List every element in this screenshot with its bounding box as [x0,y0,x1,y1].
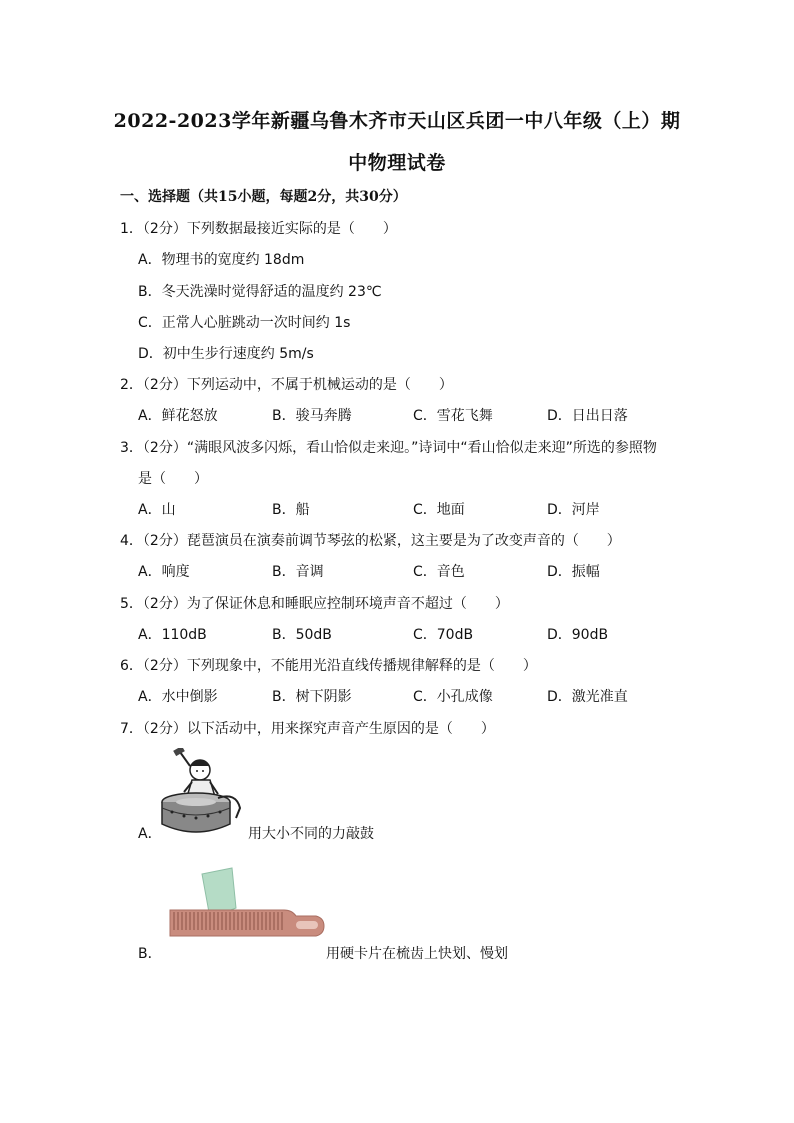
question-5-option-d: D．90dB [547,627,609,643]
question-3-stem: 3．（2分）“满眼风波多闪烁，看山恰似走来迎。”诗词中“看山恰似走来迎”所选的参照物 [120,440,657,456]
question-3-option-b: B．船 [272,502,310,518]
question-6-option-b: B．树下阴影 [272,689,352,705]
comb-card-figure-image [164,866,326,950]
question-3-option-d: D．河岸 [547,502,600,518]
question-4-stem: 4．（2分）琵琶演员在演奏前调节琴弦的松紧，这主要是为了改变声音的（ ） [120,533,621,549]
question-4-option-d: D．振幅 [547,564,600,580]
question-3-stem-cont: 是（ ） [138,471,208,487]
page-title-line1: 2022-2023学年新疆乌鲁木齐市天山区兵团一中八年级（上）期 [113,110,681,132]
question-2-option-d: D．日出日落 [547,408,628,424]
question-7-stem: 7．（2分）以下活动中，用来探究声音产生原因的是（ ） [120,721,495,737]
question-5-option-a: A．110dB [138,627,207,643]
question-7-option-a-label: A． [138,826,162,842]
question-5-stem: 5．（2分）为了保证休息和睡眠应控制环境声音不超过（ ） [120,596,509,612]
question-1-option-d: D．初中生步行速度约 5m/s [138,346,314,362]
question-4-option-b: B．音调 [272,564,324,580]
question-5-option-c: C．70dB [413,627,474,643]
section-heading: 一、选择题（共15小题，每题2分，共30分） [120,189,407,205]
question-6-option-a: A．水中倒影 [138,689,218,705]
question-7-option-b-label: B． [138,946,162,962]
question-7-option-b-text: 用硬卡片在梳齿上快划、慢划 [326,946,508,962]
question-3-option-a: A．山 [138,502,176,518]
question-1-option-c: C．正常人心脏跳动一次时间约 1s [138,315,351,331]
question-1-option-a: A．物理书的宽度约 18dm [138,252,305,268]
question-6-stem: 6．（2分）下列现象中，不能用光沿直线传播规律解释的是（ ） [120,658,537,674]
question-2-stem: 2．（2分）下列运动中，不属于机械运动的是（ ） [120,377,453,393]
question-5-option-b: B．50dB [272,627,332,643]
question-4-option-c: C．音色 [413,564,465,580]
question-2-option-c: C．雪花飞舞 [413,408,493,424]
question-2-option-a: A．鲜花怒放 [138,408,218,424]
question-6-option-d: D．激光准直 [547,689,628,705]
drum-figure-image [156,748,248,840]
page-title-line2: 中物理试卷 [348,152,446,174]
question-6-option-c: C．小孔成像 [413,689,493,705]
question-7-option-a-text: 用大小不同的力敲鼓 [248,826,374,842]
question-4-option-a: A．响度 [138,564,190,580]
question-1-stem: 1．（2分）下列数据最接近实际的是（ ） [120,221,397,237]
question-3-option-c: C．地面 [413,502,465,518]
question-1-option-b: B．冬天洗澡时觉得舒适的温度约 23℃ [138,284,382,300]
question-2-option-b: B．骏马奔腾 [272,408,352,424]
